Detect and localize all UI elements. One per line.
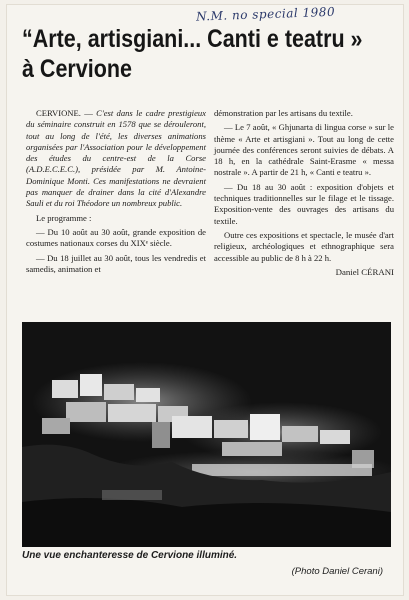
article-body [26, 108, 394, 278]
programme-item-costumes: — Du 10 août au 30 août, grande exposition de costumes nationaux corses du XIXᵉ siècle. [26, 226, 206, 249]
intro-paragraph: C'est dans le cadre prestigieux du séminaire construit en 1578 que se dérouleront, tout au long de l'été, les diverses animations organisées par l'Association pour le développement des études du centre-est de la Corse (A.D.E.C.E.C.), présidée par M. Antoine-Dominique Monti. Ces manifestations ne devraient pas manquer de drainer dans la cité d'Alexandre Sauli et du roi Théodore un nombreux public. [26, 108, 206, 209]
programme-heading: Le programme : [36, 212, 92, 223]
dateline: CERVIONE. — [36, 108, 93, 118]
paragraph-demonstration: démonstration par les artisans du textile. [214, 108, 353, 118]
article-column-left [26, 108, 206, 278]
programme-item-animation: — Du 18 juillet au 30 août, tous les vendredis et samedis, animation et [26, 252, 206, 274]
paragraph-exposition: — Du 18 au 30 août : exposition d'objets et techniques traditionnelles sur le filage et le tissage. Exposition-vente des ouvrages des artisans du textile. [214, 181, 394, 226]
headline-line-2: à Cervione [22, 55, 132, 83]
author-signature: Daniel CÉRANI [335, 266, 394, 277]
cervione-night-illustration [22, 322, 391, 547]
handwritten-annotation: N.M. no special 1980 [195, 4, 336, 24]
night-view-photo [22, 322, 391, 547]
paragraph-musee: Outre ces expositions et spectacle, le musée d'art religieux, archéologiques et ethnographique sera accessible au public de 8 h à 22 h. [214, 229, 394, 263]
photo-credit: (Photo Daniel Cerani) [291, 566, 383, 577]
photo-caption: Une vue enchanteresse de Cervione illuminé. [22, 550, 238, 561]
article-column-right [214, 108, 394, 278]
headline-line-1: “Arte, artisgiani... Canti e teatru » [22, 25, 363, 53]
paragraph-ghjunarta: — Le 7 août, « Ghjunarta di lingua corse » sur le thème « Arte et artisgiani ». Tout au long de cette journée des conférences seront suivies de débats. A 18 h, en la cathédrale Saint-Erasme « messa nostrale ». A partir de 21 h, « Canti e teatru ». [214, 122, 394, 178]
headline [22, 24, 363, 84]
